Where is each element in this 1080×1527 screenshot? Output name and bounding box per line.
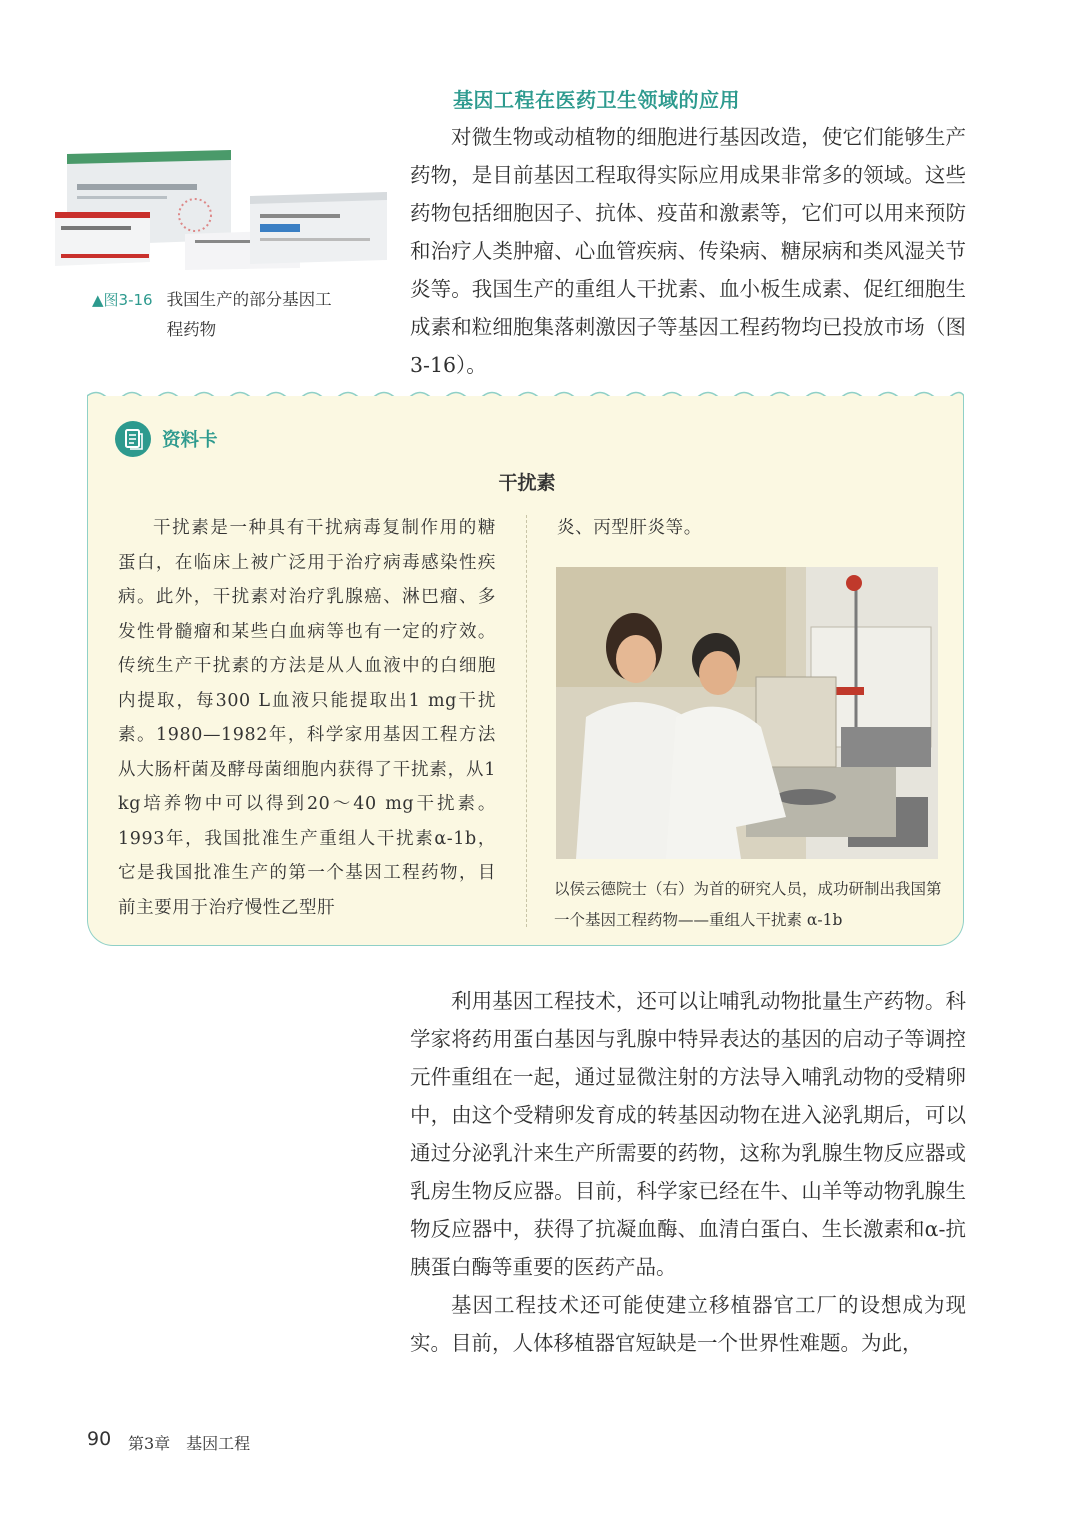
info-card-label: 资料卡	[162, 430, 218, 451]
figure-caption-text: 我国生产的部分基因工程药物	[166, 290, 332, 339]
document-icon	[115, 421, 151, 457]
main-paragraph-text: 对微生物或动植物的细胞进行基因改造，使它们能够生产药物，是目前基因工程取得实际应用成果非常多的领域。这些药物包括细胞因子、抗体、疫苗和激素等，它们可以用来预防和治疗人类肿瘤、心血管疾病、传染病、糖尿病和类风湿关节炎等。我国生产的重组人干扰素、血小板生成素、促红细胞生成素和粒细胞集落刺激因子等基因工程药物均已投放市场（图3-16）。	[410, 125, 966, 377]
paragraph-organ-factory: 基因工程技术还可能使建立移植器官工厂的设想成为现实。目前，人体移植器官短缺是一个世界性难题。为此，	[410, 1293, 966, 1355]
photo-caption: 以侯云德院士（右）为首的研究人员，成功研制出我国第一个基因工程药物——重组人干扰素 α-1b	[554, 880, 942, 929]
info-card-paragraph: 干扰素是一种具有干扰病毒复制作用的糖蛋白，在临床上被广泛用于治疗病毒感染性疾病。此外，干扰素对治疗乳腺癌、淋巴瘤、多发性骨髓瘤和某些白血病等也有一定的疗效。传统生产干扰素的方法是从人血液中的白细胞内提取，每300 L血液只能提取出1 mg干扰素。1980—1982年，科学家用基因工程方法从大肠杆菌及酵母菌细胞内获得了干扰素，从1 kg培养物中可以得到20～40 mg干扰素。1993年，我国批准生产重组人干扰素α-1b，它是我国批准生产的第一个基因工程药物，目前主要用于治疗慢性乙型肝	[118, 518, 496, 918]
column-divider	[526, 515, 527, 927]
chapter-title: 第3章 基因工程	[128, 1434, 251, 1453]
info-card-title: 干扰素	[498, 472, 556, 494]
medicine-boxes-image	[55, 150, 390, 270]
info-card-text	[118, 511, 496, 925]
figure-number: ▲图3-16	[92, 291, 153, 309]
info-card-text-continued: 炎、丙型肝炎等。	[557, 518, 702, 538]
paragraph-mammary-bioreactor: 利用基因工程技术，还可以让哺乳动物批量生产药物。科学家将药用蛋白基因与乳腺中特异表达的基因的启动子等调控元件重组在一起，通过显微注射的方法导入哺乳动物的受精卵中，由这个受精卵发育成的转基因动物在进入泌乳期后，可以通过分泌乳汁来生产所需要的药物，这称为乳腺生物反应器或乳房生物反应器。目前，科学家已经在牛、山羊等动物乳腺生物反应器中，获得了抗凝血酶、血清白蛋白、生长激素和α-抗胰蛋白酶等重要的医药产品。	[410, 989, 966, 1279]
page-number: 90	[87, 1428, 112, 1450]
figure-caption	[92, 285, 372, 345]
main-paragraph	[410, 118, 966, 384]
bottom-text	[410, 982, 966, 1362]
section-title: 基因工程在医药卫生领域的应用	[453, 88, 740, 112]
lab-researchers-photo	[556, 567, 938, 859]
